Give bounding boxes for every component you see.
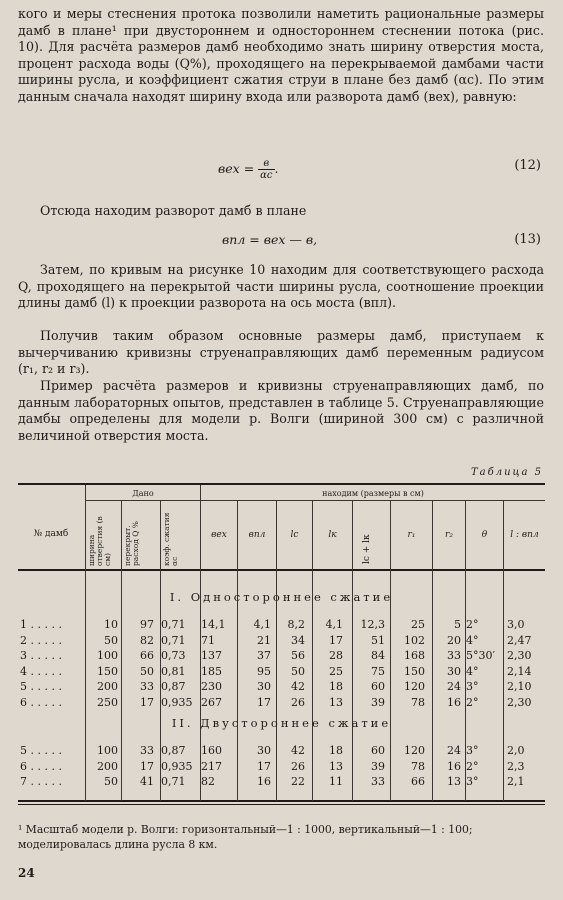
vline bbox=[503, 501, 504, 801]
table-row-label: 7 . . . . . bbox=[20, 775, 62, 788]
paragraph-1: кого и меры стеснения протока позволили наметить рациональные размеры дамб в плане¹ при двустороннем и одностороннем стеснении потока (рис. 10). Для расчёта размеров дамб необходимо знать ширину отверстия моста, процент расхода воды (Q%), проходящего на перекрываемой дамбами части ширины русла, и коэффициент сжатия струи в плане без дамб (αc). По этим данным сначала находят ширину входа или разворота дамб (вех), равную: bbox=[18, 6, 544, 104]
header-theta: θ bbox=[481, 530, 488, 540]
paragraph-3: Затем, по кривым на рисунке 10 находим для соответствующего расхода Q, проходящего на перекрытой части ширины русла, соотношение проекции длины дамб (l) к проекции разворота на ось моста (впл). bbox=[18, 262, 544, 311]
eq12-lhs: вех bbox=[218, 161, 240, 176]
table-row-label: 3 . . . . . bbox=[20, 649, 62, 662]
header-b-entry: вех bbox=[211, 530, 227, 540]
header-given: Дано bbox=[132, 489, 154, 498]
paragraph-2: Отсюда находим разворот дамб в плане bbox=[40, 203, 307, 218]
book-page: кого и меры стеснения протока позволили наметить рациональные размеры дамб в плане¹ при двустороннем и одностороннем стеснении потока (рис. 10). Для расчёта размеров дамб необходимо знать ширину отверстия моста, процент расхода воды (Q%), проходящего на перекрываемой дамбами части ширины русла, и коэффициент сжатия струи в плане без дамб (αc). По этим данным сначала находят ширину входа или разворота дамб (вех), равную: вех = $\frac{в}{\alpha с}$ . (12) Отсюда находим разворот дамб в плане впл = вех — в, (13) Затем, по кривым на рисунке 10 находим для соответствующего расхода Q, проходящего на перекрытой части ширины русла, соотношение проекции длины дамб (l) к проекции разворота на ось моста (впл). Получив таким образом основные размеры дамб, приступаем к вычерчиванию кривизны струенаправляющих дамб переменным радиусом (r₁, r₂ и r₃). Пример расчёта размеров и кривизны струенаправляющих дамб, по данным лабораторных опытов, представлен в таблице 5. Струенаправляющие дамбы определены для модели р. Волги (шириной 300 см) с различной величиной отверстия моста. Таблица 5 № дамб Дано находим (размеры в см) ширина отверстия (в см) перекрыт. расход Q % коэф. сжатия αс вех впл lc lк lс + lк r₁ r₂ θ l : впл I. Одностороннее сжатие II. Двустороннее сжатие 1 . . . . . 10 97 0,71 14,1 4,1 8,2 4,1 12,3 25 5 2° 3,0 2 . . . . . 50 82 0,71 71 21 34 17 51 102 20 4° 2,47 3 . . . . . 100 66 0,73 137 37 56 28 84 168 33 5°30′ 2,30 4 . . . . . 150 50 0,81 185 95 50 25 75 150 30 4° 2,14 5 . . . . . 200 33 0,87 230 30 42 18 60 120 24 3° 2,10 6 . . . . . 250 17 0,935 267 17 26 13 39 78 16 2° 2,30 5 . . . . . 100 33 0,87 160 30 42 18 60 120 24 3° 2,0 6 . . . . . 200 17 0,935 217 17 26 13 39 78 16 2° 2,3 7 . . . . . 50 41 0,71 82 16 22 11 33 66 13 3° 2,1 ¹ Масштаб модели р. Волги: горизонтальный—1 : 1000, вертикальный—1 : 100; моделировалась длина русла 8 км. 24 bbox=[0, 0, 563, 900]
table-cell: 25 bbox=[411, 618, 425, 631]
eq12-denominator: αс bbox=[260, 170, 273, 181]
table-cell: 26 bbox=[291, 759, 305, 773]
table-cell: 230 bbox=[201, 680, 222, 693]
eq12-numerator: в bbox=[258, 158, 274, 170]
table-cell: 3° bbox=[466, 744, 479, 757]
table-cell: 33 bbox=[447, 649, 461, 662]
header-opening-width: ширина отверстия (в см) bbox=[87, 516, 112, 566]
table-cell: 22 bbox=[291, 775, 305, 788]
table-cell: 24 bbox=[447, 744, 461, 757]
table-cell: 42 bbox=[291, 680, 305, 693]
page-number: 24 bbox=[18, 866, 35, 880]
footnote: ¹ Масштаб модели р. Волги: горизонтальный—1 : 1000, вертикальный—1 : 100; моделировалась длина русла 8 км. bbox=[18, 823, 473, 851]
table-cell: 250 bbox=[97, 695, 118, 709]
table-cell: 66 bbox=[140, 649, 154, 662]
table-cell: 41 bbox=[140, 775, 154, 788]
header-l-sum: lс + lк bbox=[362, 534, 372, 564]
table-cell: 16 bbox=[257, 775, 271, 788]
table-cell: 4,1 bbox=[325, 618, 343, 631]
table-cell: 28 bbox=[329, 649, 343, 662]
table-cell: 4° bbox=[466, 633, 479, 647]
table-cell: 12,3 bbox=[360, 618, 385, 631]
table-cell: 17 bbox=[140, 695, 154, 709]
table-cell: 2° bbox=[466, 759, 479, 773]
table-label: Таблица 5 bbox=[470, 467, 543, 478]
paragraph-4: Получив таким образом основные размеры дамб, приступаем к вычерчиванию кривизны струенаправляющих дамб переменным радиусом (r₁, r₂ и r₃). bbox=[18, 328, 544, 377]
table-top-rule bbox=[18, 483, 545, 485]
table-cell: 78 bbox=[411, 695, 425, 709]
table-cell: 2,10 bbox=[507, 680, 532, 693]
table-cell: 0,87 bbox=[161, 744, 186, 757]
table-cell: 21 bbox=[257, 633, 271, 647]
table-cell: 17 bbox=[257, 759, 271, 773]
table-row-label: 5 . . . . . bbox=[20, 680, 62, 693]
table-cell: 2,1 bbox=[507, 775, 525, 788]
table-cell: 34 bbox=[291, 633, 305, 647]
table-cell: 2,14 bbox=[507, 664, 532, 678]
table-cell: 2,30 bbox=[507, 695, 532, 709]
table-cell: 5 bbox=[454, 618, 461, 631]
eq12-fraction bbox=[258, 158, 274, 181]
table-cell: 3° bbox=[466, 680, 479, 693]
table-cell: 0,73 bbox=[161, 649, 186, 662]
table-cell: 42 bbox=[291, 744, 305, 757]
table-cell: 185 bbox=[201, 664, 222, 678]
table-cell: 102 bbox=[404, 633, 425, 647]
table-cell: 78 bbox=[411, 759, 425, 773]
table-cell: 24 bbox=[447, 680, 461, 693]
table-cell: 2,30 bbox=[507, 649, 532, 662]
table-cell: 150 bbox=[404, 664, 425, 678]
table-cell: 66 bbox=[411, 775, 425, 788]
table-row-label: 6 . . . . . bbox=[20, 695, 62, 709]
table-row-label: 6 . . . . . bbox=[20, 759, 62, 773]
table-cell: 10 bbox=[104, 618, 118, 631]
table-cell: 33 bbox=[140, 680, 154, 693]
table-row-label: 5 . . . . . bbox=[20, 744, 62, 757]
table-cell: 60 bbox=[371, 744, 385, 757]
table-cell: 82 bbox=[201, 775, 215, 788]
header-lc: lc bbox=[290, 530, 299, 540]
table-cell: 30 bbox=[257, 680, 271, 693]
eq13-number: (13) bbox=[514, 232, 541, 247]
table-cell: 100 bbox=[97, 744, 118, 757]
table-cell: 71 bbox=[201, 633, 215, 647]
table-cell: 3° bbox=[466, 775, 479, 788]
header-r2: r₂ bbox=[445, 530, 453, 540]
paragraph-5: Пример расчёта размеров и кривизны струенаправляющих дамб, по данным лабораторных опытов, представлен в таблице 5. Струенаправляющие дамбы определены для модели р. Волги (шириной 300 см) с различной величиной отверстия моста. bbox=[18, 378, 544, 443]
table-cell: 2° bbox=[466, 618, 479, 631]
table-cell: 2° bbox=[466, 695, 479, 709]
table-cell: 2,47 bbox=[507, 633, 532, 647]
table-cell: 200 bbox=[97, 759, 118, 773]
table-cell: 5°30′ bbox=[466, 649, 495, 662]
table-row-label: 2 . . . . . bbox=[20, 633, 62, 647]
table-cell: 160 bbox=[201, 744, 222, 757]
table-row-label: 1 . . . . . bbox=[20, 618, 62, 631]
table-cell: 2,0 bbox=[507, 744, 525, 757]
table-cell: 150 bbox=[97, 664, 118, 678]
table-cell: 82 bbox=[140, 633, 154, 647]
table-cell: 0,71 bbox=[161, 618, 186, 631]
table-cell: 0,935 bbox=[161, 759, 193, 773]
table-cell: 39 bbox=[371, 759, 385, 773]
table-cell: 50 bbox=[104, 633, 118, 647]
table-cell: 0,71 bbox=[161, 775, 186, 788]
table-cell: 100 bbox=[97, 649, 118, 662]
header-discharge: перекрыт. расход Q % bbox=[123, 521, 140, 566]
section-two-sided: II. Двустороннее сжатие bbox=[171, 716, 392, 730]
table-cell: 0,935 bbox=[161, 695, 193, 709]
table-cell: 33 bbox=[371, 775, 385, 788]
table-cell: 0,71 bbox=[161, 633, 186, 647]
table-cell: 50 bbox=[140, 664, 154, 678]
header-dam-number: № дамб bbox=[33, 529, 69, 539]
table-cell: 11 bbox=[329, 775, 343, 788]
table-cell: 51 bbox=[371, 633, 385, 647]
header-find: находим (размеры в см) bbox=[322, 489, 424, 498]
table-cell: 97 bbox=[140, 618, 154, 631]
table-cell: 26 bbox=[291, 695, 305, 709]
table-cell: 4,1 bbox=[253, 618, 271, 631]
table-cell: 17 bbox=[257, 695, 271, 709]
table-bottom-rule-2 bbox=[18, 804, 545, 805]
table-cell: 4° bbox=[466, 664, 479, 678]
table-cell: 25 bbox=[329, 664, 343, 678]
table-cell: 13 bbox=[447, 775, 461, 788]
table-cell: 0,81 bbox=[161, 664, 186, 678]
table-cell: 60 bbox=[371, 680, 385, 693]
table-cell: 17 bbox=[329, 633, 343, 647]
table-cell: 56 bbox=[291, 649, 305, 662]
header-lk: lк bbox=[328, 530, 337, 540]
table-cell: 37 bbox=[257, 649, 271, 662]
table-cell: 30 bbox=[447, 664, 461, 678]
table-cell: 137 bbox=[201, 649, 222, 662]
table-cell: 217 bbox=[201, 759, 222, 773]
table-cell: 120 bbox=[404, 744, 425, 757]
table-cell: 200 bbox=[97, 680, 118, 693]
table-cell: 75 bbox=[371, 664, 385, 678]
header-l-ratio: l : впл bbox=[510, 530, 539, 540]
table-cell: 8,2 bbox=[287, 618, 305, 631]
table-cell: 16 bbox=[447, 695, 461, 709]
table-cell: 50 bbox=[291, 664, 305, 678]
table-cell: 30 bbox=[257, 744, 271, 757]
section-one-sided: I. Одностороннее сжатие bbox=[169, 590, 394, 604]
table-cell: 3,0 bbox=[507, 618, 525, 631]
table-cell: 18 bbox=[329, 680, 343, 693]
table-cell: 18 bbox=[329, 744, 343, 757]
table-cell: 120 bbox=[404, 680, 425, 693]
table-cell: 168 bbox=[404, 649, 425, 662]
table-cell: 39 bbox=[371, 695, 385, 709]
table-cell: 14,1 bbox=[201, 618, 226, 631]
table-cell: 16 bbox=[447, 759, 461, 773]
header-contraction-coef: коэф. сжатия αс bbox=[162, 512, 179, 566]
eq13-body: впл = вех — в, bbox=[222, 232, 318, 247]
table-cell: 13 bbox=[329, 695, 343, 709]
table-cell: 95 bbox=[257, 664, 271, 678]
table-cell: 13 bbox=[329, 759, 343, 773]
table-cell: 2,3 bbox=[507, 759, 525, 773]
table-cell: 33 bbox=[140, 744, 154, 757]
header-b-plan: впл bbox=[248, 530, 266, 540]
table-cell: 84 bbox=[371, 649, 385, 662]
table-cell: 0,87 bbox=[161, 680, 186, 693]
header-r1: r₁ bbox=[407, 530, 416, 540]
table-row-label: 4 . . . . . bbox=[20, 664, 62, 678]
table-cell: 20 bbox=[447, 633, 461, 647]
table-cell: 17 bbox=[140, 759, 154, 773]
table-header-subrule bbox=[85, 500, 545, 501]
table-cell: 267 bbox=[201, 695, 222, 709]
eq12-number: (12) bbox=[514, 158, 541, 173]
table-cell: 50 bbox=[104, 775, 118, 788]
